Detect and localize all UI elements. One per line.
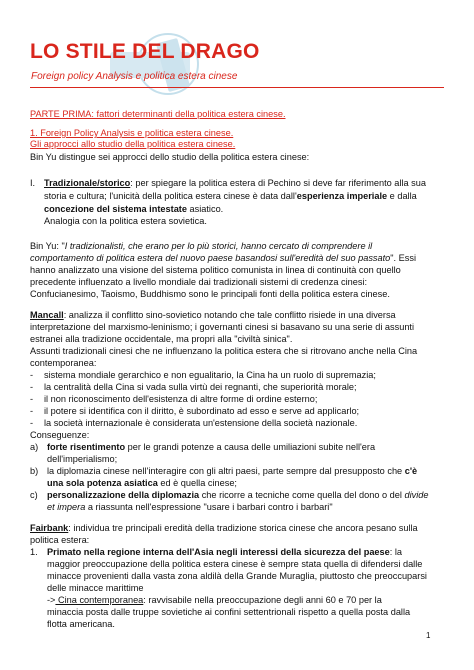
legacy-1-line-3: minacce provenienti dalla vasta zona aldilà della Grande Muraglia, piuttosto che preoccuparsi [47, 571, 427, 581]
consequence-c-line-1 [47, 490, 428, 501]
bold-span: esperienza imperiale [296, 191, 388, 201]
bullet-item: la centralità della Cina si vada sulla virtù dei regnanti, che superiorità morale; [44, 382, 357, 392]
text-span: Bin Yu: " [30, 241, 65, 251]
consequence-b-line-2 [47, 478, 237, 489]
text-span: ed è quella cinese; [157, 478, 237, 488]
approach-1-line-3 [44, 204, 223, 215]
legacy-1-line-4: delle minacce marittime [47, 583, 144, 593]
approach-1-line-2 [44, 191, 417, 202]
bold-span: concezione del sistema intestate [44, 204, 187, 214]
mancall-line-2: interpretazione del marxismo-leninismo; i governanti cinesi si basavano su una serie di assunti [30, 322, 415, 332]
bold-span: una sola potenza asiatica [47, 478, 158, 488]
text-span: : analizza il conflitto sino-sovietico notando che tale conflitto risiede in una diversa [63, 310, 396, 320]
bold-span: personalizzazione della diplomazia [47, 490, 200, 500]
bullet-glyph: - [30, 370, 34, 380]
bullet-item: sistema mondiale gerarchico e non egualitario, la Cina ha un ruolo di supremazia; [44, 370, 376, 380]
list-number-1: 1. [30, 547, 38, 557]
text-span: : per spiegare la politica estera di Pechino si deve far riferimento alla sua [130, 178, 426, 188]
text-span: per le grandi potenze a causa delle umiliazioni subite nell'era [125, 442, 376, 452]
bullet-glyph: - [30, 406, 34, 416]
legacy-1-line-7: flotta americana. [47, 619, 115, 629]
bullet-item: il non riconoscimento dell'esistenza di altre forme di ordine esterno; [44, 394, 318, 404]
consequence-a-line-2: dell'imperialismo; [47, 454, 118, 464]
section-heading: 1. Foreign Policy Analysis e politica estera cinese. [30, 128, 234, 138]
mancall-line-3: estranei alla tradizione occidentale, ma propri alla "civiltà sinica". [30, 334, 293, 344]
quote-line-2 [30, 253, 416, 264]
mancall-line-1 [30, 310, 396, 321]
legacy-1-line-2: maggior preoccupazione della politica estera cinese è sempre stata quella di difendersi dalle [47, 559, 423, 569]
list-label-c: c) [30, 490, 38, 500]
underlined-span: Cina contemporanea [55, 595, 144, 605]
author-name: Fairbank [30, 523, 69, 533]
text-span: che ricorre a tecniche come quella del dono o del [199, 490, 405, 500]
legacy-1-line-6: minaccia posta dalle truppe sovietiche ai confini settentrionali rispetto a quella posta dalla [47, 607, 411, 617]
italic-span: divide [404, 490, 429, 500]
consequence-a-line-1 [47, 442, 375, 453]
author-name: Mancall [30, 310, 64, 320]
text-span: ". Essi [390, 253, 417, 263]
bold-span: Primato nella regione interna dell'Asia negli interessi della sicurezza del paese [47, 547, 390, 557]
approach-1-line-4: Analogia con la politica estera sovietica. [44, 216, 207, 226]
bullet-glyph: - [30, 382, 34, 392]
text-span: asiatico. [186, 204, 224, 214]
list-label-b: b) [30, 466, 39, 476]
subsection-heading: Gli approcci allo studio della politica estera cinese. [30, 139, 236, 149]
mancall-line-4: Assunti tradizionali cinesi che ne influenzano la politica estera che si ritrovano anche nella Cina [30, 346, 418, 356]
paragraph-1-line-5: Confucianesimo, Taoismo, Buddhismo sono le principali fonti della politica estera cinese. [30, 289, 390, 299]
document-subtitle: Foreign policy Analysis e politica estera cinese [31, 71, 238, 82]
approach-1-line-1 [44, 178, 426, 189]
consequences-label: Conseguenze: [30, 430, 90, 440]
text-span: : ravvisabile nella preoccupazione degli anni 60 e 70 per la [143, 595, 382, 605]
intro-text: Bin Yu distingue sei approcci dello studio della politica estera cinese: [30, 152, 310, 162]
text-span: a riassunta nell'espressione "usare i barbari contro i barbari" [85, 502, 333, 512]
text-span: : la [389, 547, 403, 557]
text-span: e dalla [387, 191, 417, 201]
mancall-line-5: contemporanea: [30, 358, 97, 368]
bullet-glyph: - [30, 418, 34, 428]
text-span: la diplomazia cinese nell'interagire con gli altri paesi, parte sempre dal presupposto che [47, 466, 405, 476]
list-label-a: a) [30, 442, 39, 452]
legacy-1-line-1 [47, 547, 402, 558]
fairbank-line-1 [30, 523, 418, 534]
consequence-c-line-2 [47, 502, 333, 513]
bold-span: c'è [404, 466, 418, 476]
arrow-text: -> [47, 595, 56, 605]
bullet-glyph: - [30, 394, 34, 404]
title-divider [30, 87, 444, 88]
bold-span: forte risentimento [47, 442, 126, 452]
bullet-item: la società internazionale è considerata un'estensione della società nazionale. [44, 418, 358, 428]
quote-line-1 [30, 241, 372, 252]
consequence-b-line-1 [47, 466, 417, 477]
paragraph-1-line-4: precedente influenzato a livello mondiale dai tradizionali sistemi di credenza cinesi: [30, 277, 368, 287]
paragraph-1-line-3: hanno analizzato una visione del sistema politico comunista in linea di continuità con quello [30, 265, 401, 275]
legacy-1-line-5 [47, 595, 382, 606]
text-span: storia e cultura; l'unicità della politica estera cinese è data dall' [44, 191, 297, 201]
document-title: LO STILE DEL DRAGO [30, 40, 260, 63]
text-span: : individua tre principali eredità della tradizione storica cinese che ancora pesano sulla [68, 523, 418, 533]
italic-span: comportamento di politica estera del nuovo paese basandosi sull'eredità del suo passato [30, 253, 391, 263]
bullet-item: il potere si identifica con il diritto, è subordinato ad esso e serve ad applicarlo; [44, 406, 360, 416]
page-number: 1 [426, 631, 431, 640]
fairbank-line-2: politica estera: [30, 535, 90, 545]
italic-span: I tradizionalisti, che erano per lo più storici, hanno cercato di comprendere il [64, 241, 373, 251]
roman-numeral: I. [30, 178, 36, 188]
italic-span: et impera [47, 502, 86, 512]
part-heading: PARTE PRIMA: fattori determinanti della politica estera cinese. [30, 109, 286, 119]
approach-1-term: Tradizionale/storico [44, 178, 131, 188]
